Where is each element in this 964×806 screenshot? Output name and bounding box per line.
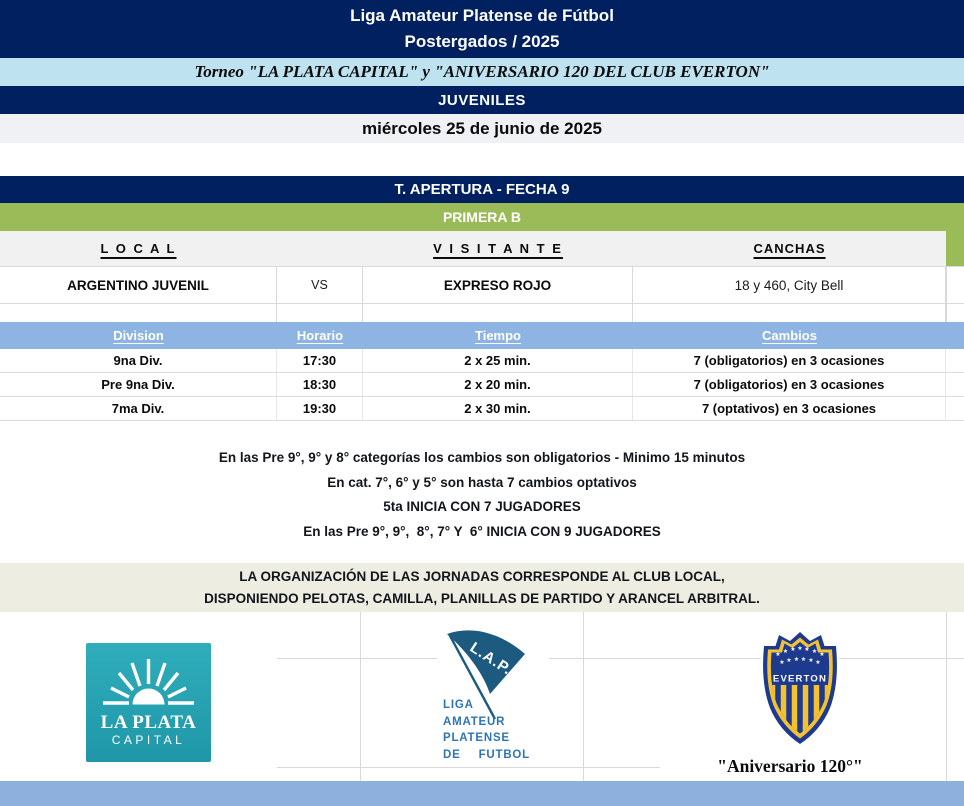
organization-line: DISPONIENDO PELOTAS, CAMILLA, PLANILLAS DE PARTIDO Y ARANCEL ARBITRAL.: [204, 591, 760, 606]
empty-row: [0, 304, 964, 322]
svg-text:★: ★: [786, 657, 792, 664]
tournament-title: Torneo "LA PLATA CAPITAL" y "ANIVERSARIO 120 DEL CLUB EVERTON": [194, 62, 770, 81]
svg-text:★: ★: [804, 646, 810, 653]
league-title: Liga Amateur Platense de Fútbol: [350, 6, 614, 25]
cell-cambios: 7 (obligatorios) en 3 ocasiones: [633, 349, 946, 372]
everton-crest: [761, 631, 839, 745]
schedule-header-end-cell: [946, 322, 964, 349]
laplata-sun-icon: [86, 643, 211, 762]
home-team: ARGENTINO JUVENIL: [0, 267, 277, 303]
svg-text:L.A.P.: L.A.P.: [466, 639, 516, 679]
match-date: miércoles 25 de junio de 2025: [361, 118, 602, 138]
category-band: [0, 86, 964, 114]
gridline-horizontal: [277, 658, 964, 659]
match-row: [0, 266, 964, 304]
table-row: [0, 373, 964, 397]
column-header-canchas: CANCHAS: [753, 241, 826, 256]
table-row: [0, 349, 964, 373]
cell-horario: 17:30: [277, 349, 363, 372]
header-band: [0, 0, 964, 58]
svg-text:★: ★: [775, 651, 781, 658]
column-header-spacer: [277, 231, 363, 266]
svg-text:★: ★: [808, 657, 814, 664]
round-band: [0, 176, 964, 203]
svg-text:★: ★: [811, 648, 818, 655]
empty-cell: [946, 304, 964, 322]
svg-text:★: ★: [797, 645, 803, 652]
schedule-header-row: [0, 322, 964, 349]
gridline-vertical: [360, 612, 361, 781]
cell-tiempo: 2 x 20 min.: [363, 373, 633, 396]
column-header-local: L O C A L: [100, 241, 177, 256]
footer-bar: [0, 781, 964, 806]
division-label: PRIMERA B: [442, 209, 522, 225]
cell-horario: 19:30: [277, 397, 363, 420]
note-line: En las Pre 9°, 9° y 8° categorías los cambios son obligatorios - Minimo 15 minutos: [218, 450, 746, 465]
cell-end: [946, 373, 964, 396]
venue: 18 y 460, City Bell: [633, 267, 946, 303]
category-label: JUVENILES: [438, 91, 526, 109]
svg-text:CAPITAL: CAPITAL: [111, 733, 186, 747]
cell-cambios: 7 (optativos) en 3 ocasiones: [633, 397, 946, 420]
svg-text:LA PLATA: LA PLATA: [100, 712, 197, 733]
empty-cell: [277, 304, 363, 322]
lap-text-line: LIGA: [443, 699, 474, 711]
schedule-header-cambios: Cambios: [762, 328, 817, 343]
column-header-visitante: V I S I T A N T E: [433, 241, 563, 256]
rules-notes: [0, 446, 964, 544]
note-line: En cat. 7°, 6° y 5° son hasta 7 cambios optativos: [327, 474, 637, 490]
schedule-header-tiempo: Tiempo: [475, 328, 521, 343]
round-label: T. APERTURA - FECHA 9: [394, 181, 570, 198]
match-row-end-cell: [946, 267, 964, 303]
subtitle-postergados: Postergados / 2025: [404, 32, 560, 51]
svg-text:★: ★: [779, 659, 785, 666]
svg-text:EVERTON: EVERTON: [772, 673, 828, 685]
vs-label: VS: [277, 267, 363, 303]
empty-cell: [0, 304, 277, 322]
schedule-header-horario: Horario: [296, 328, 344, 343]
date-band: [0, 114, 964, 143]
organization-line: LA ORGANIZACIÓN DE LAS JORNADAS CORRESPONDE AL CLUB LOCAL,: [239, 569, 725, 584]
lap-text-line: AMATEUR: [443, 715, 506, 728]
cell-division: 7ma Div.: [0, 397, 277, 420]
cell-tiempo: 2 x 25 min.: [363, 349, 633, 372]
everton-shield-icon: [761, 631, 839, 745]
cell-end: [946, 397, 964, 420]
everton-anniversary-caption: "Aniversario 120°": [717, 756, 863, 776]
gridline-vertical: [946, 612, 947, 781]
table-row: [0, 397, 964, 421]
gridline-horizontal: [277, 767, 660, 768]
tournament-band: [0, 58, 964, 86]
svg-text:★: ★: [790, 646, 796, 653]
lap-logo-text: [443, 697, 573, 763]
gridline-vertical: [583, 612, 584, 781]
schedule-header-division: Division: [113, 328, 164, 343]
empty-cell: [633, 304, 946, 322]
cell-division: 9na Div.: [0, 349, 277, 372]
svg-text:★: ★: [819, 651, 825, 658]
lap-text-line: PLATENSE: [443, 732, 510, 744]
organization-band: [0, 563, 964, 612]
note-line: En las Pre 9°, 9°, 8°, 7° Y 6° INICIA CON 9 JUGADORES: [303, 523, 661, 539]
svg-text:★: ★: [815, 659, 821, 666]
match-column-headers: [0, 231, 946, 266]
cell-horario: 18:30: [277, 373, 363, 396]
note-line: 5ta INICIA CON 7 JUGADORES: [383, 499, 581, 514]
cell-end: [946, 349, 964, 372]
cell-cambios: 7 (obligatorios) en 3 ocasiones: [633, 373, 946, 396]
laplata-capital-logo: [86, 643, 211, 762]
empty-cell: [363, 304, 633, 322]
cell-division: Pre 9na Div.: [0, 373, 277, 396]
lap-text-line: DE FUTBOL: [443, 748, 530, 761]
away-team: EXPRESO ROJO: [363, 267, 633, 303]
svg-text:★: ★: [782, 648, 789, 655]
green-corner-cell: [946, 231, 964, 266]
svg-text:★: ★: [793, 656, 800, 663]
svg-text:★: ★: [800, 656, 807, 663]
cell-tiempo: 2 x 30 min.: [363, 397, 633, 420]
division-band: [0, 203, 964, 231]
